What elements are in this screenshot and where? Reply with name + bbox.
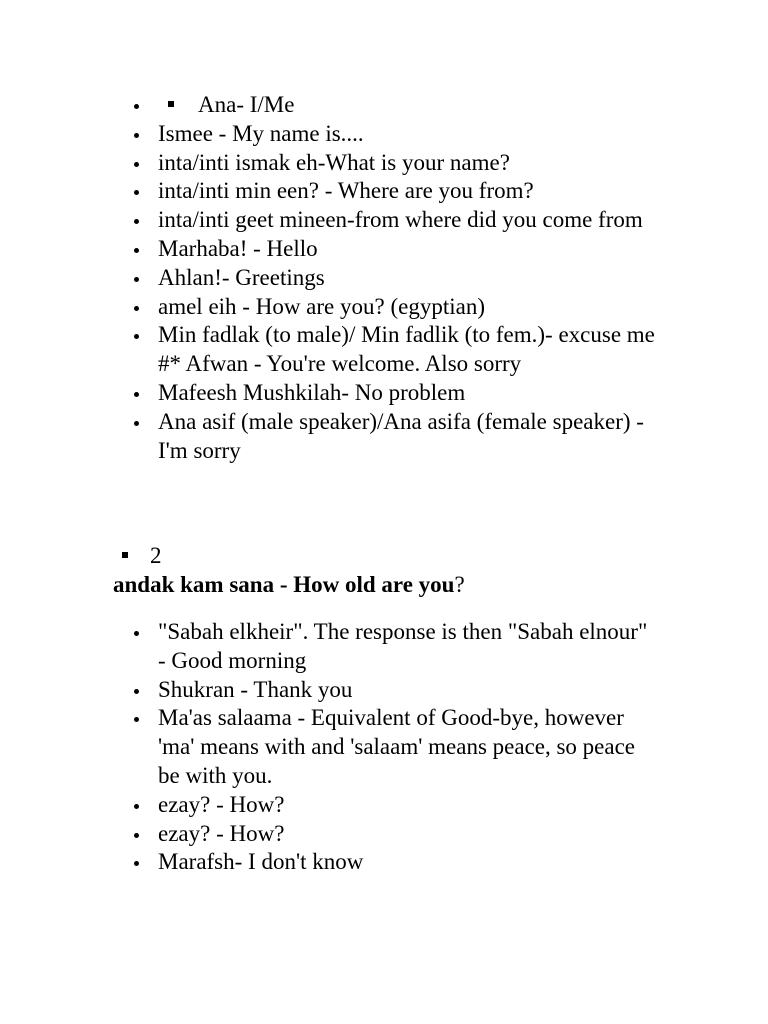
phrase-text: ezay? - How?	[158, 820, 285, 846]
list-item	[158, 848, 658, 877]
bullet-dot-icon	[134, 804, 139, 809]
bullet-dot-icon	[134, 248, 139, 253]
bullet-dot-icon	[134, 277, 139, 282]
phrase-text: Marafsh- I don't know	[158, 849, 364, 875]
list-item	[158, 149, 658, 178]
bullet-dot-icon	[134, 631, 139, 636]
bullet-dot-icon	[134, 104, 139, 109]
bullet-dot-icon	[134, 717, 139, 722]
list-item	[158, 235, 658, 264]
phrase-text: Ismee - My name is....	[158, 120, 364, 146]
list-item	[158, 676, 658, 705]
list-item	[158, 293, 658, 322]
phrase-text: Shukran - Thank you	[158, 676, 353, 702]
phrase-text: "Sabah elkheir". The response is then "Sabah elnour" - Good morning	[158, 619, 648, 673]
list-item	[158, 321, 658, 379]
phrase-text: ezay? - How?	[158, 791, 285, 817]
list-item	[158, 120, 658, 149]
list-item	[158, 618, 658, 676]
list-item	[158, 791, 658, 820]
bullet-dot-icon	[134, 392, 139, 397]
bullet-square-icon	[122, 552, 128, 558]
phrase-text: amel eih - How are you? (egyptian)	[158, 293, 485, 319]
phrase-text: Ahlan!- Greetings	[158, 264, 325, 290]
bullet-dot-icon	[134, 861, 139, 866]
section-number: 2	[150, 543, 162, 568]
list-item	[158, 91, 658, 120]
list-item	[158, 206, 658, 235]
bullet-dot-icon	[134, 133, 139, 138]
bullet-dot-icon	[134, 689, 139, 694]
phrase-text: Ma'as salaama - Equivalent of Good-bye, however 'ma' means with and 'salaam' means peace, so peace be with you.	[158, 705, 636, 788]
bullet-dot-icon	[134, 833, 139, 838]
phrase-text: Mafeesh Mushkilah- No problem	[158, 379, 466, 405]
section-marker	[122, 542, 162, 571]
heading-tail-text: ?	[454, 572, 465, 597]
phrase-text: Ana asif (male speaker)/Ana asifa (female speaker) - I'm sorry	[158, 408, 644, 463]
bullet-dot-icon	[134, 421, 139, 426]
bullet-dot-icon	[134, 162, 139, 167]
phrase-list-2	[158, 618, 658, 877]
bullet-dot-icon	[134, 334, 139, 339]
phrase-text: Ana- I/Me	[198, 92, 295, 117]
section-heading	[113, 571, 465, 600]
list-item	[158, 177, 658, 206]
heading-bold-text: andak kam sana - How old are you	[113, 572, 455, 597]
phrase-text: Min fadlak (to male)/ Min fadlik (to fem.)- excuse me #* Afwan - You're welcome. Also sorry	[158, 322, 655, 377]
bullet-dot-icon	[134, 306, 139, 311]
list-item	[158, 704, 658, 790]
bullet-dot-icon	[134, 219, 139, 224]
bullet-square-icon	[168, 101, 174, 107]
list-item	[158, 264, 658, 293]
phrase-text: inta/inti min een? - Where are you from?	[158, 178, 534, 204]
phrase-text: inta/inti geet mineen-from where did you come from	[158, 207, 643, 233]
phrase-text: Marhaba! - Hello	[158, 235, 318, 261]
list-item	[158, 379, 658, 408]
bullet-dot-icon	[134, 190, 139, 195]
list-item	[158, 820, 658, 849]
list-item	[158, 408, 658, 466]
phrase-text: inta/inti ismak eh-What is your name?	[158, 149, 510, 175]
phrase-list-1	[158, 91, 658, 465]
